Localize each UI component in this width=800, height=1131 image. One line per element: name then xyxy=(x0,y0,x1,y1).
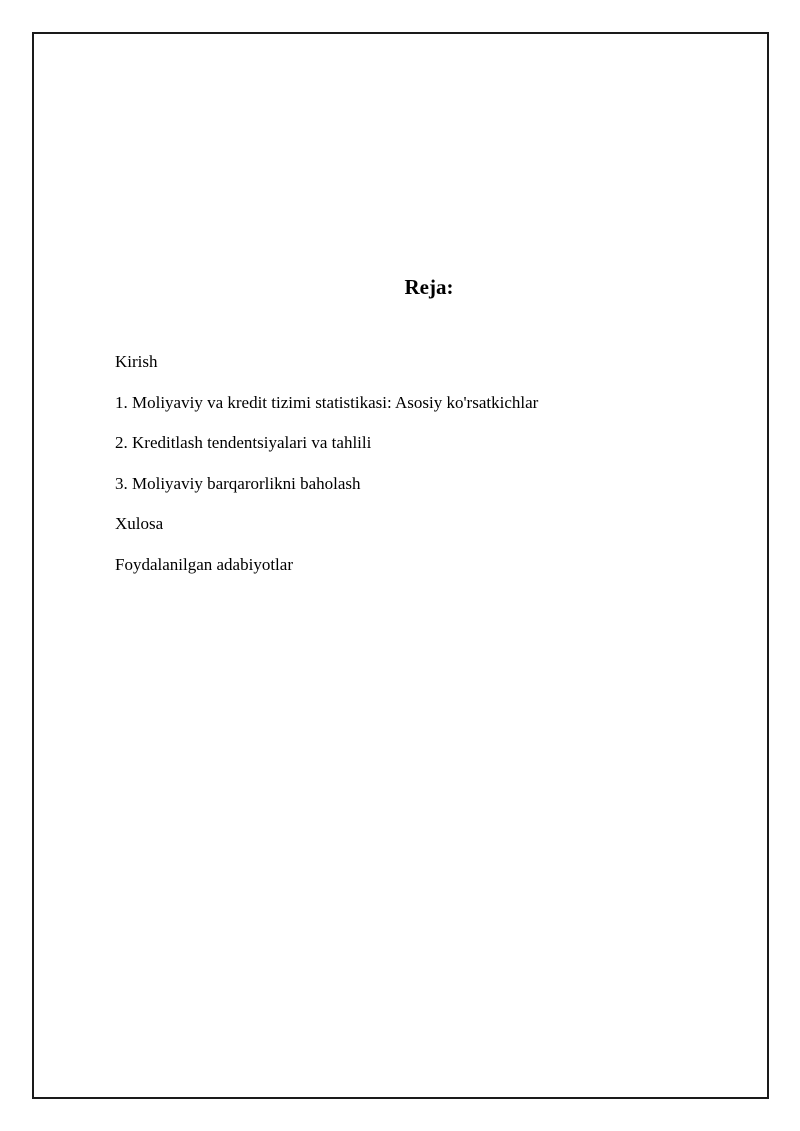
toc-item-references: Foydalanilgan adabiyotlar xyxy=(115,554,293,574)
toc-item-conclusion: Xulosa xyxy=(115,514,164,534)
toc-item-section-2: 2. Kreditlash tendentsiyalari va tahlili xyxy=(115,433,372,453)
toc-item-section-1: 1. Moliyaviy va kredit tizimi statistikasi: Asosiy ko'rsatkichlar xyxy=(115,392,539,412)
toc-item-section-3: 3. Moliyaviy barqarorlikni baholash xyxy=(115,473,361,493)
toc-item-introduction: Kirish xyxy=(115,352,158,371)
page-title: Reja: xyxy=(404,275,454,299)
table-of-contents xyxy=(115,349,538,593)
